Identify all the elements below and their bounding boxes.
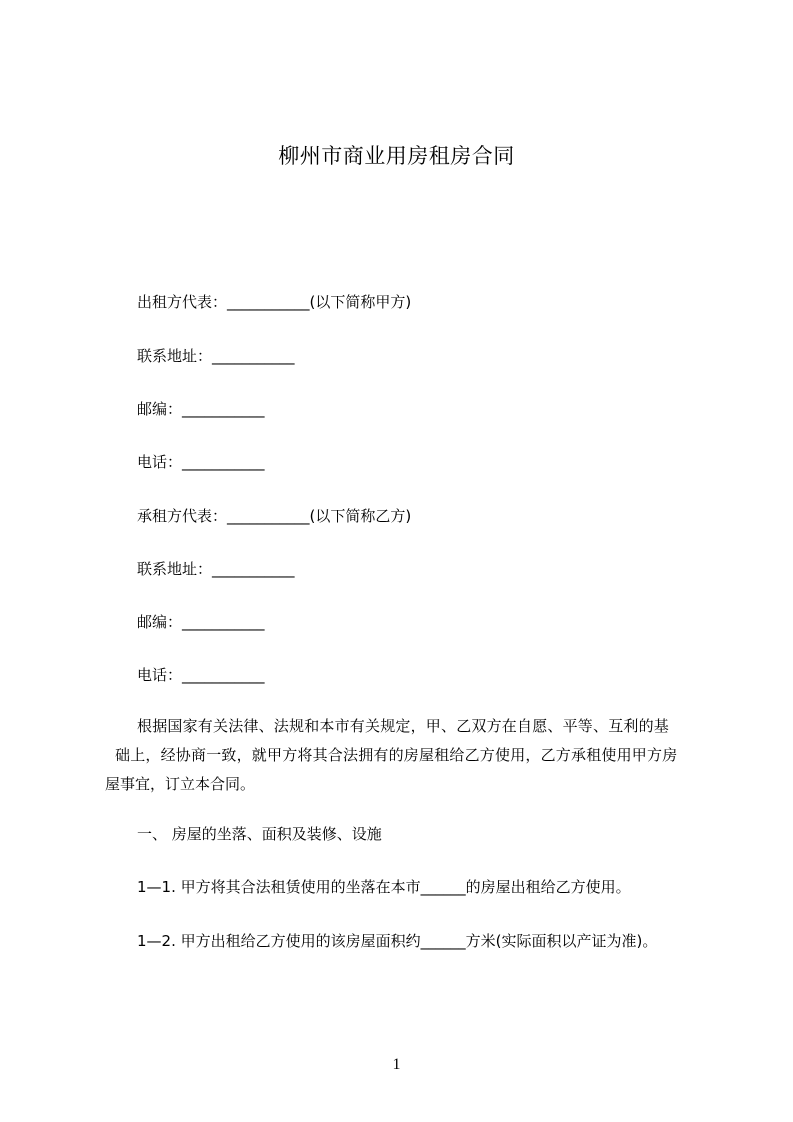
- preamble-line-3: 屋事宜，订立本合同。: [105, 775, 256, 793]
- lessee-postcode-line: 邮编：___________: [137, 613, 265, 631]
- lessee-representative-line: 承租方代表：___________(以下简称乙方): [137, 507, 412, 525]
- lessor-address-line: 联系地址：___________: [137, 347, 295, 365]
- section-1-heading: 一、 房屋的坐落、面积及装修、设施: [137, 825, 382, 843]
- lessor-phone-line: 电话：___________: [137, 453, 265, 471]
- clause-1-1: 1—1. 甲方将其合法租赁使用的坐落在本市______的房屋出租给乙方使用。: [137, 878, 631, 896]
- clause-1-2: 1—2. 甲方出租给乙方使用的该房屋面积约______方米(实际面积以产证为准)。: [137, 932, 658, 950]
- document-title: 柳州市商业用房租房合同: [278, 144, 515, 168]
- lessee-address-line: 联系地址：___________: [137, 560, 295, 578]
- lessee-phone-line: 电话：___________: [137, 666, 265, 684]
- lessor-postcode-line: 邮编：___________: [137, 400, 265, 418]
- page-number: 1: [392, 1056, 401, 1073]
- lessor-representative-line: 出租方代表：___________(以下简称甲方): [137, 293, 412, 311]
- preamble-line-1: 根据国家有关法律、法规和本市有关规定，甲、乙双方在自愿、平等、互利的基: [137, 717, 670, 735]
- preamble-paragraph: [105, 712, 717, 799]
- preamble-line-2: 础上，经协商一致，就甲方将其合法拥有的房屋租给乙方使用，乙方承租使用甲方房: [115, 746, 678, 764]
